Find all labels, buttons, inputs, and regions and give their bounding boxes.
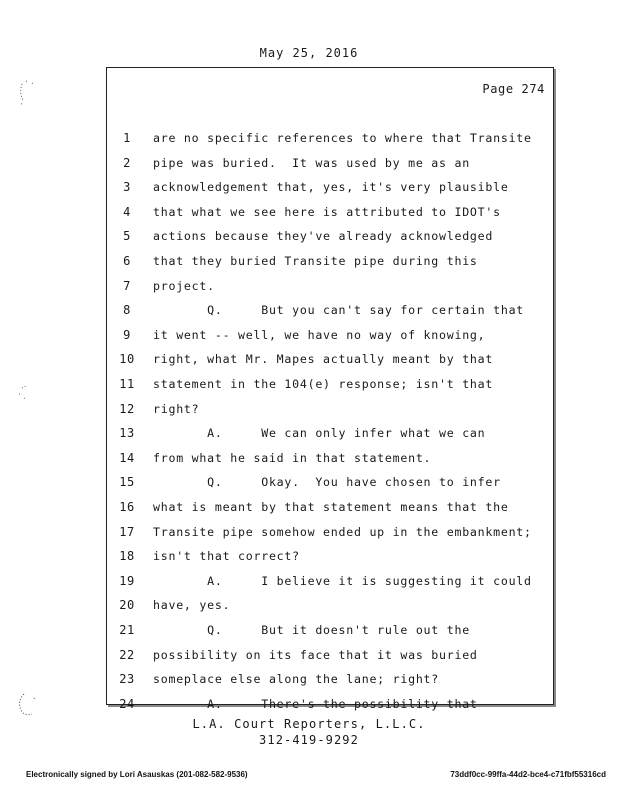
transcript-line bbox=[107, 250, 547, 293]
line-text: right? bbox=[153, 401, 200, 416]
transcript-line bbox=[107, 643, 547, 687]
line-text: Q. Okay. You have chosen to infer bbox=[153, 475, 501, 490]
line-number: 13 bbox=[119, 426, 135, 441]
transcript-frame bbox=[106, 67, 554, 711]
transcript-line bbox=[107, 225, 547, 268]
electronic-signature-text: Electronically signed by Lori Asauskas (201-082-582-9536) bbox=[26, 770, 248, 779]
signature-footer bbox=[26, 770, 606, 782]
line-number: 15 bbox=[119, 475, 135, 490]
line-number: 20 bbox=[119, 598, 135, 613]
line-text: A. We can only infer what we can bbox=[153, 426, 486, 441]
line-number: 11 bbox=[119, 377, 135, 391]
line-number: 7 bbox=[123, 278, 131, 293]
transcript-line bbox=[107, 545, 547, 588]
line-text: that what we see here is attributed to IDOT's bbox=[153, 204, 501, 219]
line-text: Q. But it doesn't rule out the bbox=[153, 623, 470, 637]
document-hash: 73ddf0cc-99ffa-44d2-bce4-c71fbf55316cd bbox=[450, 770, 606, 779]
line-number: 24 bbox=[119, 696, 135, 711]
line-text: project. bbox=[153, 278, 215, 293]
reporter-name: L.A. Court Reporters, L.L.C. bbox=[192, 717, 426, 731]
line-number: 12 bbox=[119, 401, 135, 416]
line-number: 21 bbox=[119, 623, 135, 637]
transcript-line bbox=[107, 569, 547, 613]
transcript-line bbox=[107, 151, 547, 195]
line-number: 14 bbox=[119, 450, 135, 465]
punch-hole-mark-middle bbox=[16, 378, 42, 408]
transcript-line bbox=[107, 594, 547, 637]
line-number: 2 bbox=[123, 155, 131, 170]
line-number: 9 bbox=[123, 327, 131, 342]
line-text: isn't that correct? bbox=[153, 549, 300, 564]
line-number: 6 bbox=[123, 254, 131, 268]
line-text: right, what Mr. Mapes actually meant by that bbox=[153, 352, 494, 367]
line-text: have, yes. bbox=[153, 598, 231, 613]
transcript-line bbox=[107, 176, 547, 219]
line-text: what is meant by that statement means that the bbox=[153, 500, 509, 514]
line-text: A. I believe it is suggesting it could bbox=[153, 573, 532, 588]
transcript-line bbox=[107, 619, 547, 662]
punch-hole-mark-top bbox=[18, 78, 44, 108]
transcript-line bbox=[107, 520, 547, 564]
page-number: Page 274 bbox=[482, 82, 545, 96]
line-text: acknowledgement that, yes, it's very plausible bbox=[153, 180, 509, 195]
line-number: 8 bbox=[123, 303, 131, 318]
transcript-line bbox=[107, 373, 547, 416]
line-text: are no specific references to where that Transite bbox=[153, 131, 532, 145]
line-number: 10 bbox=[119, 352, 135, 367]
line-text: A. There's the possibility that bbox=[153, 696, 478, 711]
line-text: Q. But you can't say for certain that bbox=[153, 303, 525, 318]
line-text: Transite pipe somehow ended up in the embankment; bbox=[153, 524, 532, 539]
line-number: 17 bbox=[119, 524, 135, 539]
line-text: someplace else along the lane; right? bbox=[153, 672, 440, 687]
court-reporter-block bbox=[0, 716, 618, 748]
transcript-line bbox=[107, 471, 547, 514]
transcript-line bbox=[107, 274, 547, 318]
transcript-line bbox=[107, 323, 547, 367]
line-number: 5 bbox=[123, 229, 131, 244]
line-number: 23 bbox=[119, 672, 135, 687]
transcript-line bbox=[107, 397, 547, 441]
transcript-line bbox=[107, 299, 547, 342]
transcript-line bbox=[107, 200, 547, 244]
line-number: 3 bbox=[123, 180, 131, 195]
line-text: pipe was buried. It was used by me as an bbox=[153, 155, 470, 170]
line-number: 22 bbox=[119, 647, 135, 662]
line-number: 4 bbox=[123, 204, 131, 219]
transcript-line bbox=[107, 348, 547, 391]
deposition-date: May 25, 2016 bbox=[259, 46, 359, 60]
line-text: possibility on its face that it was buried bbox=[153, 647, 478, 662]
reporter-phone: 312-419-9292 bbox=[259, 733, 359, 747]
line-number: 1 bbox=[123, 131, 131, 145]
transcript-line bbox=[107, 422, 547, 465]
line-text: statement in the 104(e) response; isn't that bbox=[153, 377, 494, 391]
transcript-line bbox=[107, 127, 547, 170]
line-number: 19 bbox=[119, 573, 135, 588]
line-number: 16 bbox=[119, 500, 135, 514]
line-text: actions because they've already acknowledged bbox=[153, 229, 494, 244]
transcript-line bbox=[107, 102, 547, 145]
transcript-line bbox=[107, 668, 547, 711]
line-number: 18 bbox=[119, 549, 135, 564]
line-text: that they buried Transite pipe during this bbox=[153, 254, 478, 268]
line-text: from what he said in that statement. bbox=[153, 450, 432, 465]
transcript-line bbox=[107, 446, 547, 490]
line-text: it went -- well, we have no way of knowing, bbox=[153, 327, 486, 342]
transcript-line bbox=[107, 496, 547, 539]
